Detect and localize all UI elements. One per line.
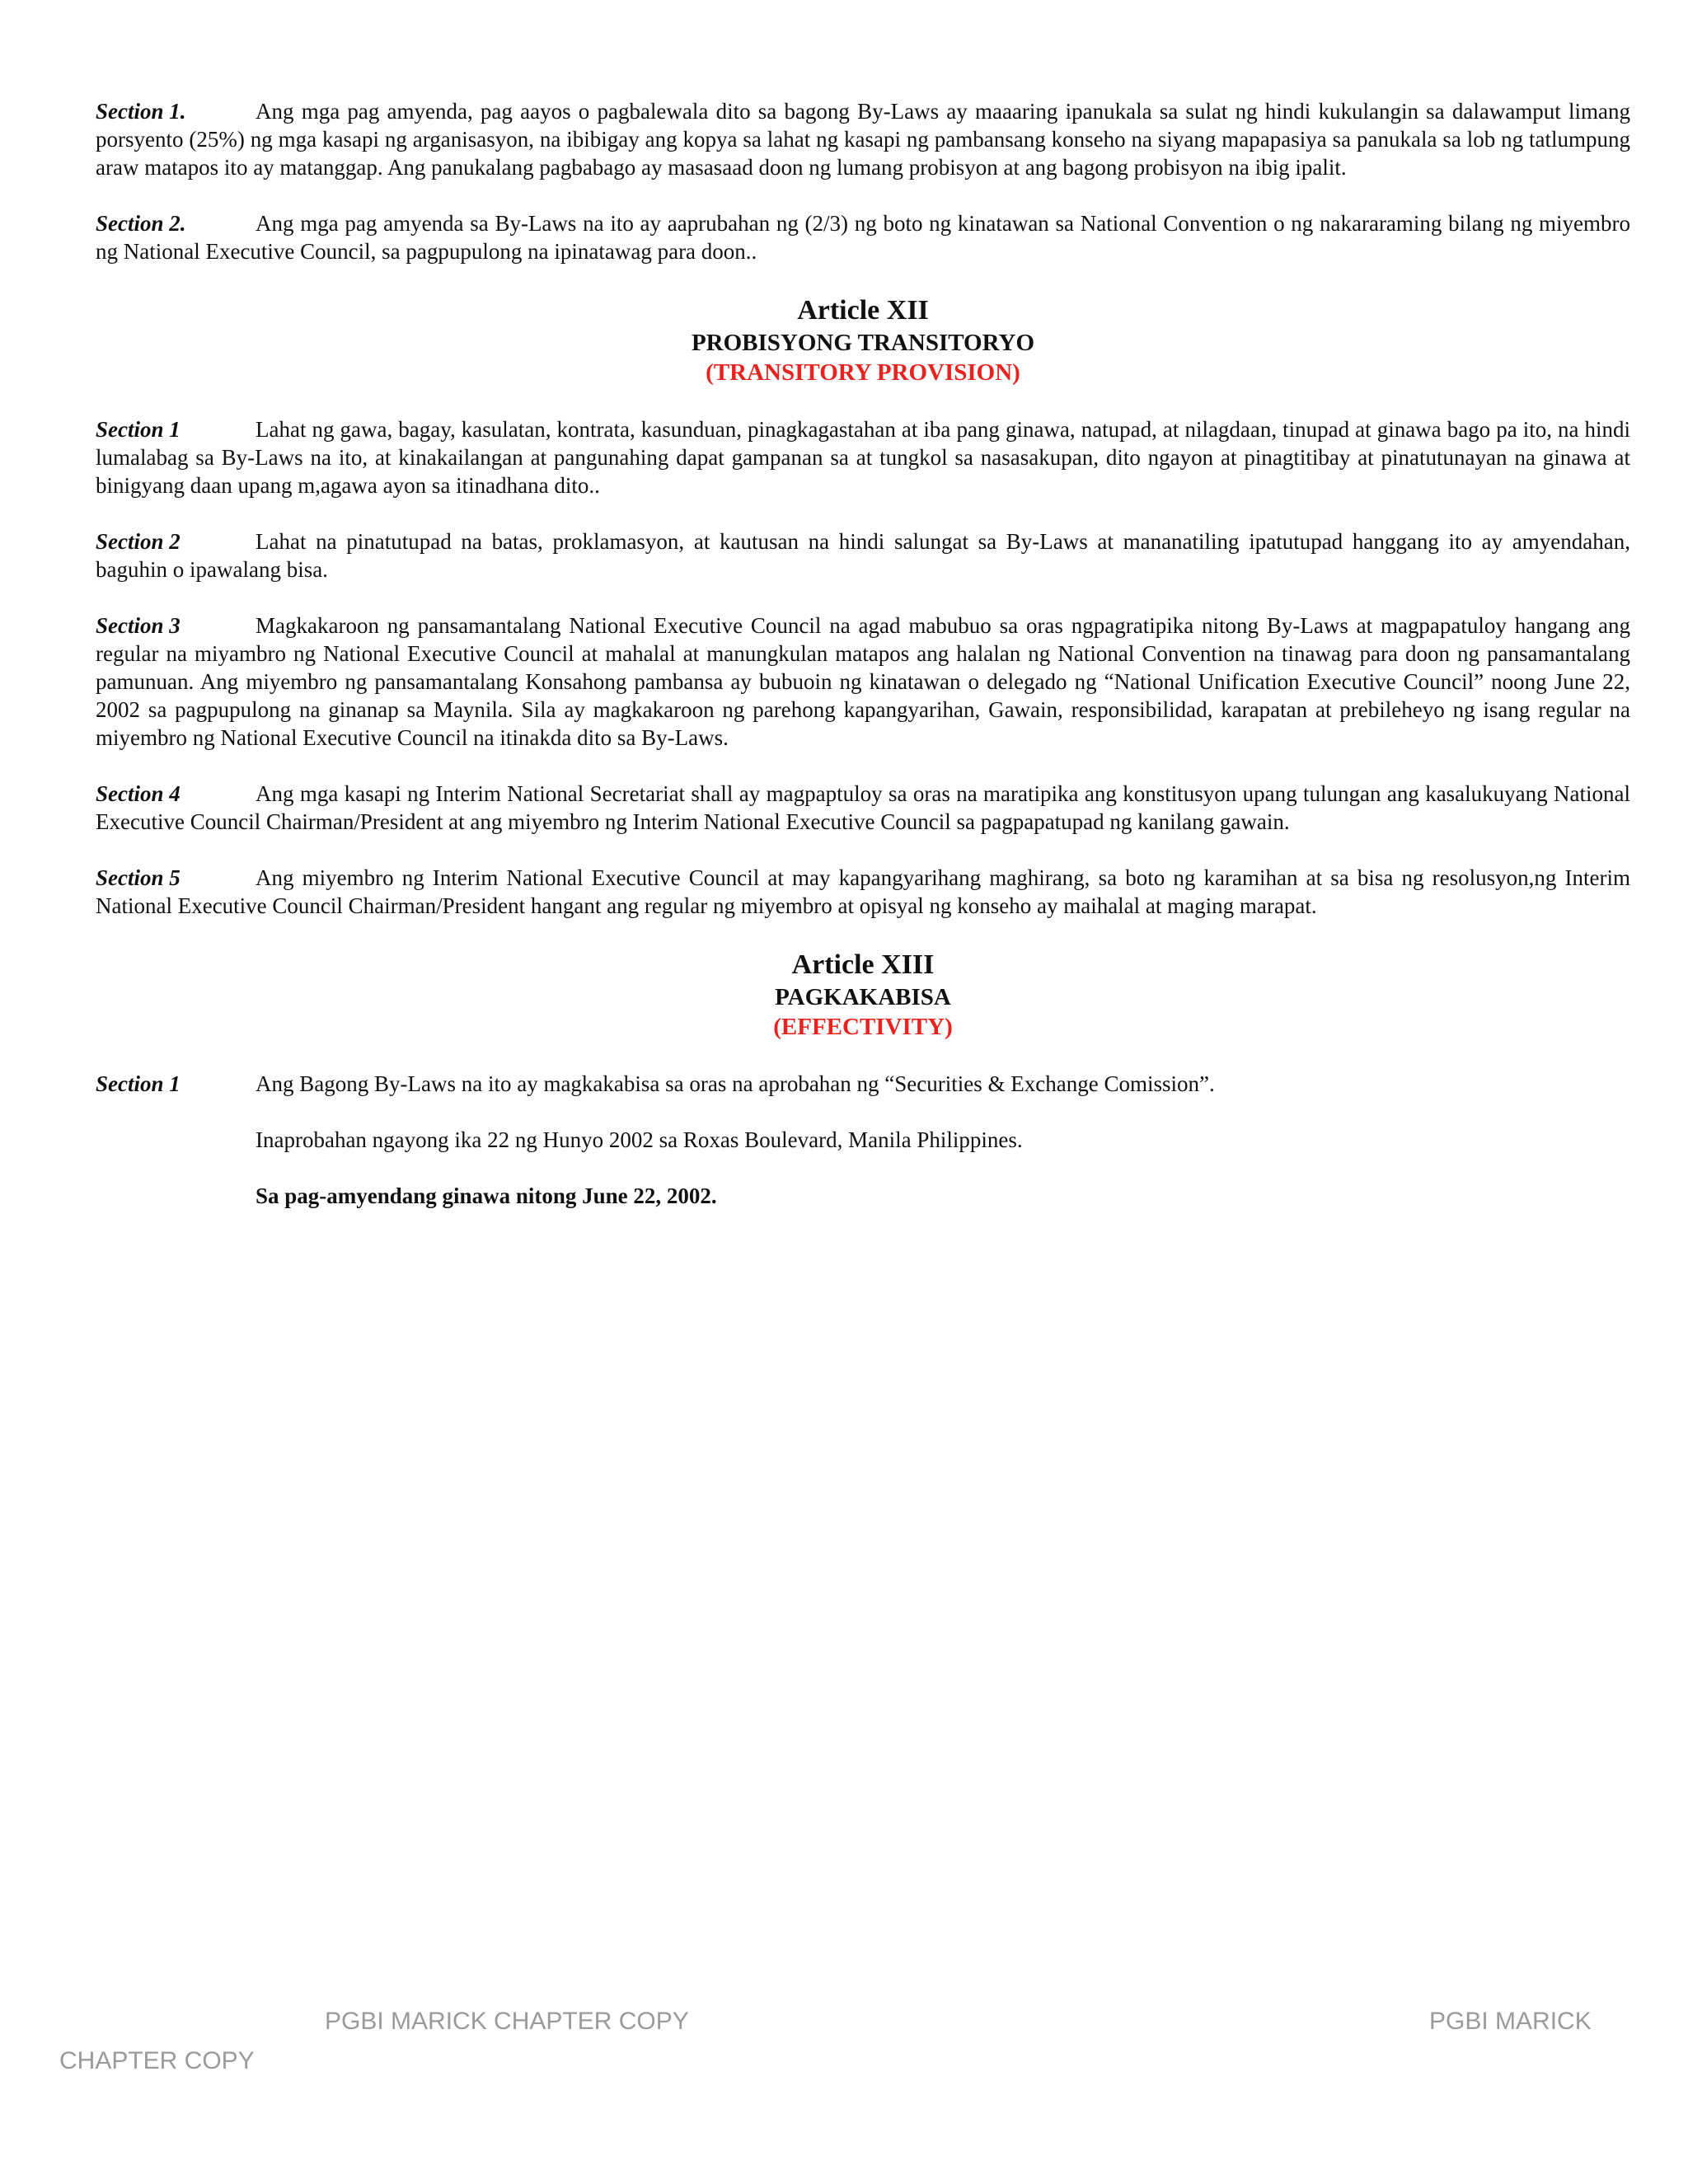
article12-section-5 [96,864,1630,920]
section-text: Lahat na pinatutupad na batas, proklamasyon, at kautusan na hindi salungat sa By-Laws at mananatiling ipatutupad hanggang ito ay amyendahan, baguhin o ipawalang bisa. [96,529,1630,582]
section-label: Section 1 [96,1071,181,1096]
article12-section-2 [96,527,1630,583]
article12-section-3 [96,612,1630,752]
amendment-statement: Sa pag-amyendang ginawa nitong June 22, 2002. [256,1183,717,1208]
watermark-right: PGBI MARICK [1429,2008,1592,2035]
section-label: Section 4 [96,781,181,806]
article13-heading [96,948,1630,1042]
article12-heading [96,293,1630,387]
section-label: Section 2. [96,211,186,236]
section-text: Ang mga pag amyenda, pag aayos o pagbalewala dito sa bagong By-Laws ay maaaring ipanukala sa sulat ng hindi kukulangin sa dalawamput limang porsyento (25%) ng mga kasapi ng arganisasyon, na ibibigay ang kopya sa lahat ng kasapi ng pambansang konseho na siyang mapapasiya sa panukala sa lob ng tatlumpung araw matapos ito ay matanggap. Ang panukalang pagbabago ay masasaad doon ng lumang probisyon at ang bagong probisyon na ibig ipalit. [96,99,1630,180]
watermark-left: PGBI MARICK CHAPTER COPY [325,2008,689,2035]
section-text: Ang mga pag amyenda sa By-Laws na ito ay aaprubahan ng (2/3) ng boto ng kinatawan sa National Convention o ng nakararaming bilang ng miyembro ng National Executive Council, sa pagpupulong na ipinatawag para doon.. [96,211,1630,264]
article12-section-4 [96,780,1630,836]
section-label: Section 2 [96,529,181,554]
section-label: Section 1. [96,99,186,124]
article11-section-1 [96,97,1630,181]
article-title: Article XII [797,295,929,326]
article-english-title: (TRANSITORY PROVISION) [706,359,1020,386]
section-label: Section 3 [96,613,181,638]
article-english-title: (EFFECTIVITY) [773,1014,953,1040]
section-text: Ang mga kasapi ng Interim National Secretariat shall ay magpaptuloy sa oras na maratipika ang konstitusyon upang tulungan ang kasalukuyang National Executive Council Chairman/President at ang miyembro ng Interim National Executive Council sa pagpapatupad ng kanilang gawain. [96,781,1630,834]
section-label: Section 1 [96,417,181,442]
article13-section-1 [96,1070,1630,1098]
article-subtitle: PROBISYONG TRANSITORYO [691,330,1035,356]
article12-section-1 [96,415,1630,499]
article11-section-2 [96,209,1630,265]
watermark-continuation: CHAPTER COPY [59,2047,255,2074]
document-page [96,97,1630,1238]
article-subtitle: PAGKAKABISA [775,984,951,1010]
article-title: Article XIII [791,949,935,980]
section-text: Ang Bagong By-Laws na ito ay magkakabisa sa oras na aprobahan ng “Securities & Exchange Comission”. [256,1071,1215,1096]
section-text: Lahat ng gawa, bagay, kasulatan, kontrata, kasunduan, pinagkagastahan at iba pang ginawa, natupad, at nilagdaan, tinupad at ginawa bago pa ito, na hindi lumalabag sa By-Laws na ito, at kinakailangan at pangunahing dapat gampanan sa at tungkol sa nasasakupan, dito ngayon at pinagtitibay at pinatutunayan na ginawa at binigyang daan upang m,agawa ayon sa itinadhana dito.. [96,417,1630,498]
section-text: Magkakaroon ng pansamantalang National Executive Council na agad mabubuo sa oras ngpagratipika nitong By-Laws at magpapatuloy hangang ang regular na miyambro ng National Executive Council at mahalal at manungkulan matapos ang halalan ng National Convention na tinawag para doon ng pansamantalang pamunuan. Ang miyembro ng pansamantalang Konsahong pambansa ay bubuoin ng kinatawan o delegado ng “National Unification Executive Council” noong June 22, 2002 sa pagpupulong na ginanap sa Maynila. Sila ay magkakaroon ng parehong kapangyarihan, Gawain, responsibilidad, karapatan at prebileheyo ng isang regular na miyembro ng National Executive Council na itinakda dito sa By-Laws. [96,613,1630,750]
section-label: Section 5 [96,865,181,890]
approval-statement: Inaprobahan ngayong ika 22 ng Hunyo 2002 sa Roxas Boulevard, Manila Philippines. [256,1127,1023,1152]
section-text: Ang miyembro ng Interim National Executive Council at may kapangyarihang maghirang, sa boto ng karamihan at sa bisa ng resolusyon,ng Interim National Executive Council Chairman/President hangant ang regular ng miyembro at opisyal ng konseho ay maihalal at maging marapat. [96,865,1630,918]
